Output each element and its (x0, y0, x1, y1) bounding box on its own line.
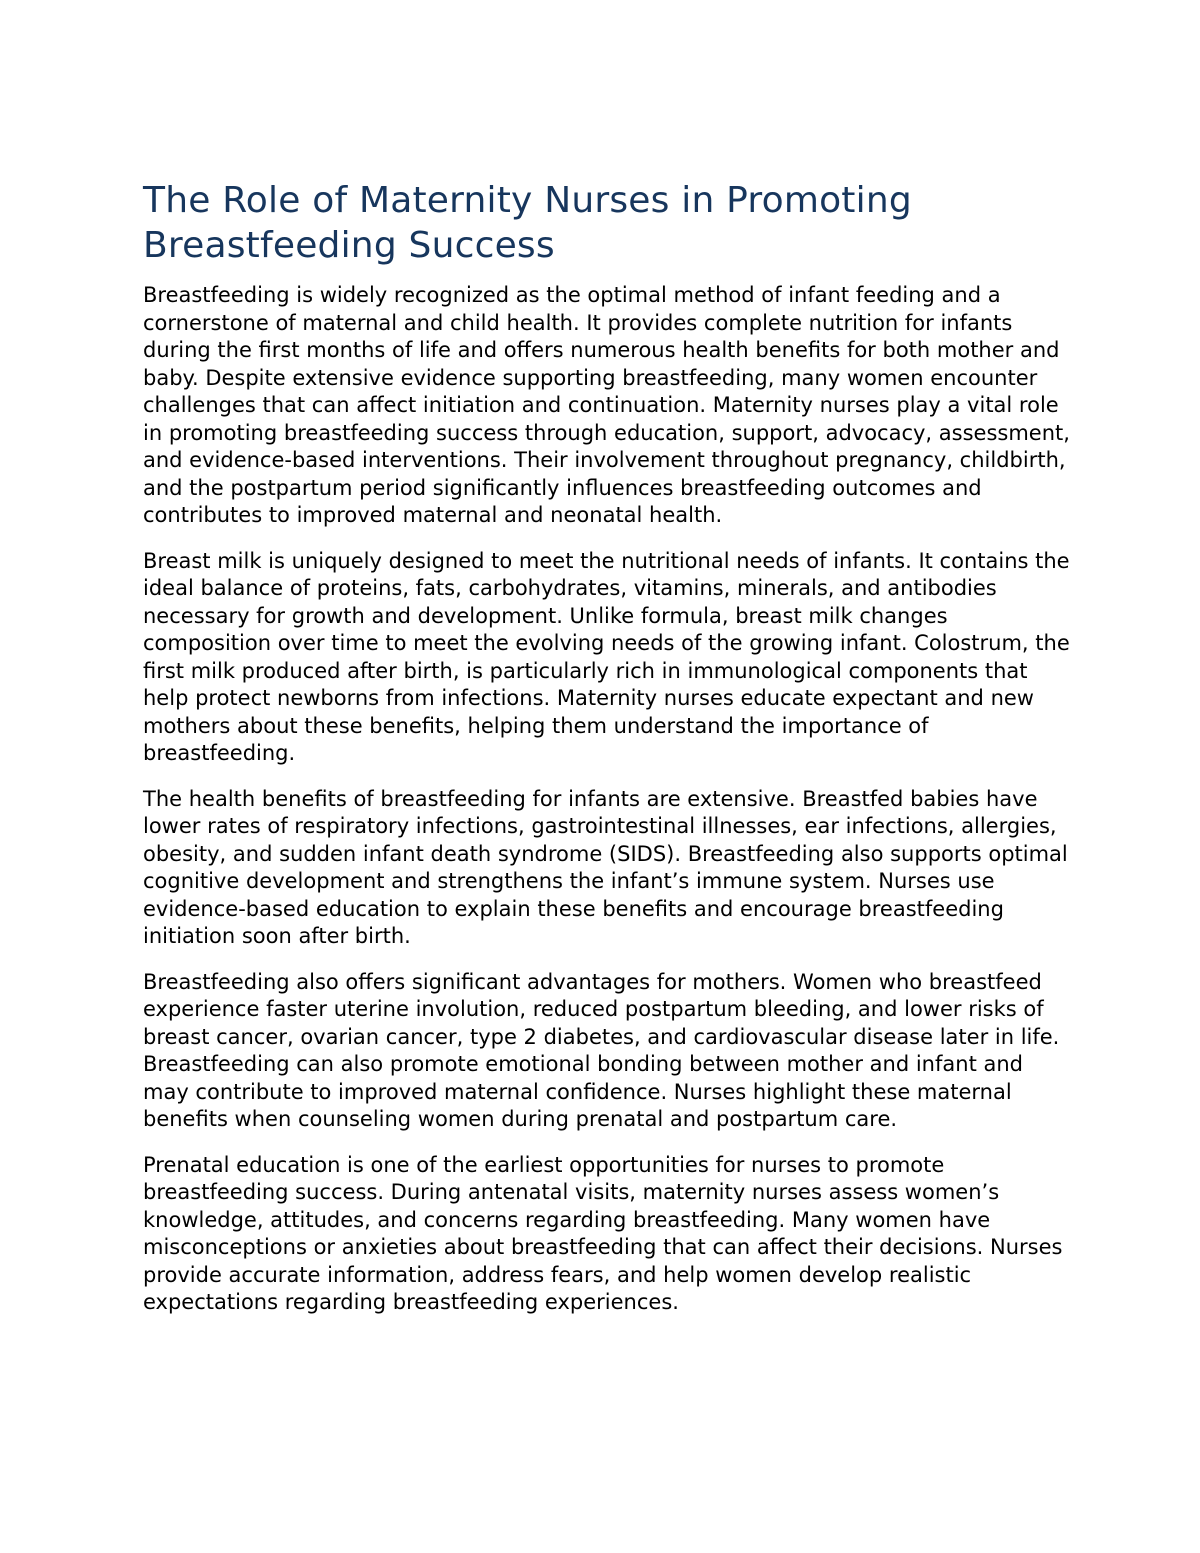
paragraph-1: Breastfeeding is widely recognized as the optimal method of infant feeding and a cornerstone of maternal and child health. It provides complete nutrition for infants during the first months of life and offers numerous health benefits for both mother and baby. Despite extensive evidence supporting breastfeeding, many women encounter challenges that can affect initiation and continuation. Maternity nurses play a vital role in promoting breastfeeding success through education, support, advocacy, assessment, and evidence-based interventions. Their involvement throughout pregnancy, childbirth, and the postpartum period significantly influences breastfeeding outcomes and contributes to improved maternal and neonatal health. (143, 283, 1070, 527)
paragraph-4: Breastfeeding also offers significant advantages for mothers. Women who breastfeed experience faster uterine involution, reduced postpartum bleeding, and lower risks of breast cancer, ovarian cancer, type 2 diabetes, and cardiovascular disease later in life. Breastfeeding can also promote emotional bonding between mother and infant and may contribute to improved maternal confidence. Nurses highlight these maternal benefits when counseling women during prenatal and postpartum care. (143, 969, 1060, 1131)
paragraph-5: Prenatal education is one of the earliest opportunities for nurses to promote breastfeeding success. During antenatal visits, maternity nurses assess women’s knowledge, attitudes, and concerns regarding breastfeeding. Many women have misconceptions or anxieties about breastfeeding that can affect their decisions. Nurses provide accurate information, address fears, and help women develop realistic expectations regarding breastfeeding experiences. (143, 1152, 1063, 1314)
document-page (143, 178, 1073, 1335)
paragraph-3: The health benefits of breastfeeding for infants are extensive. Breastfed babies have lower rates of respiratory infections, gastrointestinal illnesses, ear infections, allergies, obesity, and sudden infant death syndrome (SIDS). Breastfeeding also supports optimal cognitive development and strengthens the infant’s immune system. Nurses use evidence-based education to explain these benefits and encourage breastfeeding initiation soon after birth. (143, 786, 1068, 948)
paragraph-2: Breast milk is uniquely designed to meet the nutritional needs of infants. It contains the ideal balance of proteins, fats, carbohydrates, vitamins, minerals, and antibodies necessary for growth and development. Unlike formula, breast milk changes composition over time to meet the evolving needs of the growing infant. Colostrum, the first milk produced after birth, is particularly rich in immunological components that help protect newborns from infections. Maternity nurses educate expectant and new mothers about these benefits, helping them understand the importance of breastfeeding. (143, 548, 1070, 765)
document-title: The Role of Maternity Nurses in Promoting Breastfeeding Success (143, 180, 912, 266)
